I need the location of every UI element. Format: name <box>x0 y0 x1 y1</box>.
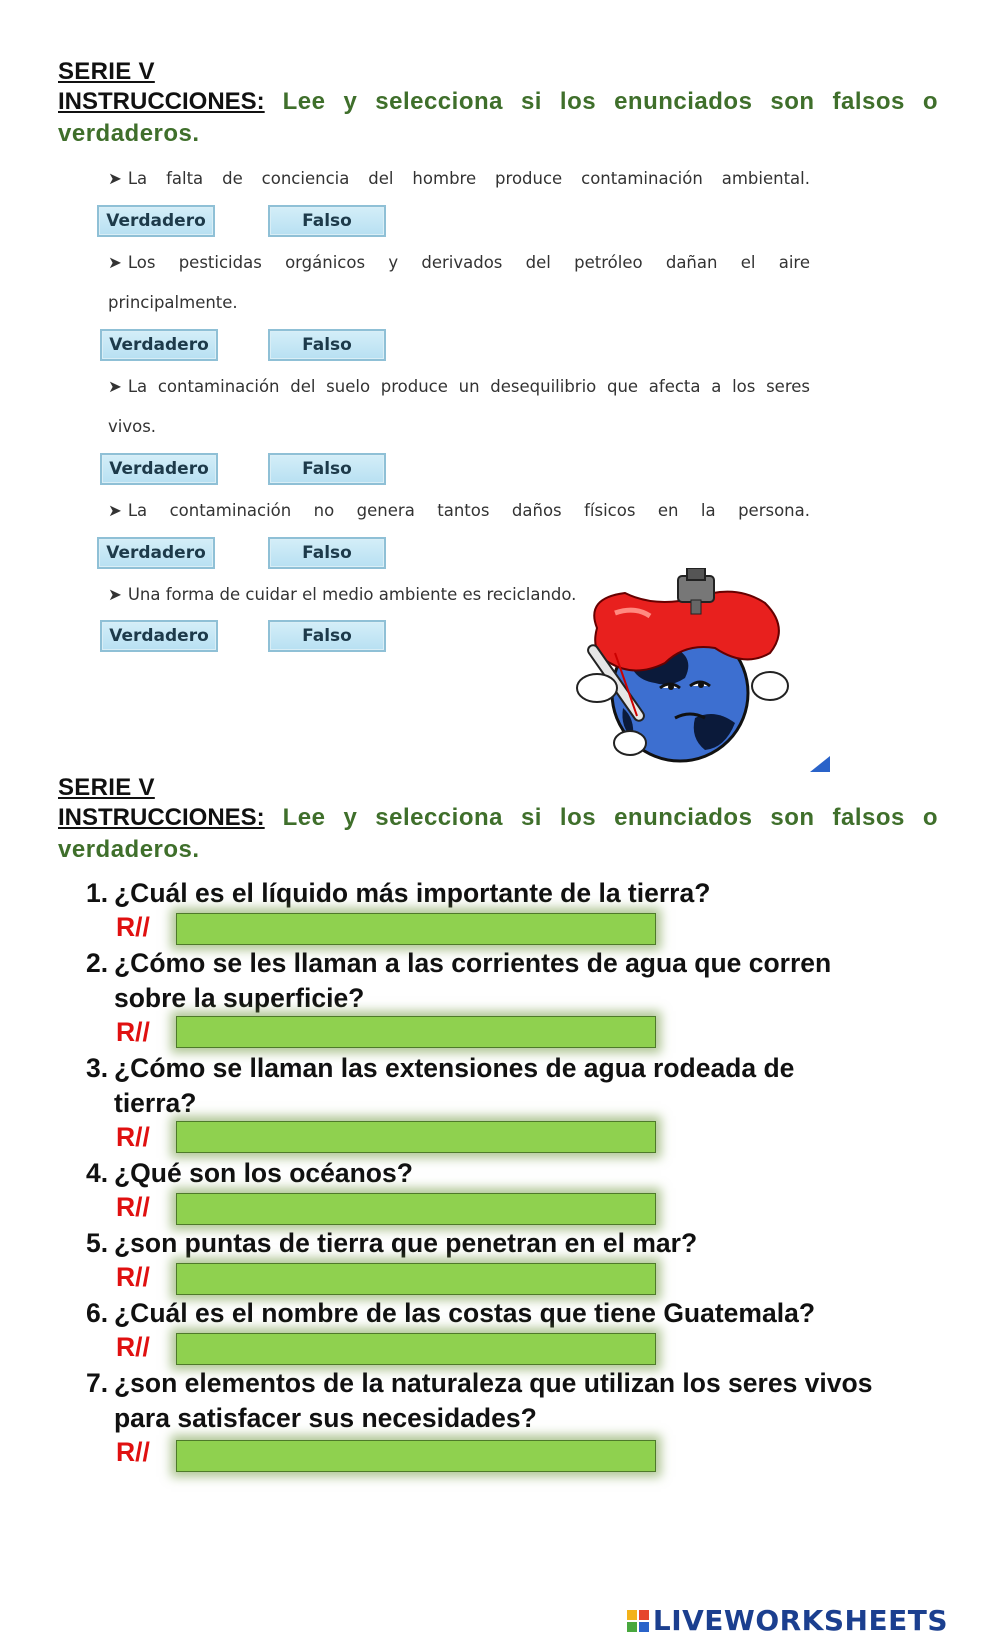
answer-input-5[interactable] <box>176 1263 656 1295</box>
answer-input-4[interactable] <box>176 1193 656 1225</box>
false-button-2[interactable]: Falso <box>268 329 386 361</box>
statement-4: ➤ La contaminación no genera tantos daños físicos en la persona. <box>108 501 810 520</box>
false-button-5[interactable]: Falso <box>268 620 386 652</box>
answer-input-6[interactable] <box>176 1333 656 1365</box>
statement-5: ➤ Una forma de cuidar el medio ambiente es reciclando. <box>108 585 577 604</box>
statement-2: ➤ Los pesticidas orgánicos y derivados del petróleo dañan el aire <box>108 253 810 272</box>
true-button-2[interactable]: Verdadero <box>100 329 218 361</box>
question-6: 6. ¿Cuál es el nombre de las costas que tiene Guatemala? <box>86 1298 816 1328</box>
question-5: 5. ¿son puntas de tierra que penetran en el mar? <box>86 1228 698 1258</box>
answer-prefix-1: R// <box>116 912 150 942</box>
section1-instructions <box>58 86 938 150</box>
question-1: 1. ¿Cuál es el líquido más importante de la tierra? <box>86 878 711 908</box>
answer-prefix-2: R// <box>116 1017 150 1047</box>
sick-earth-illustration <box>575 568 795 768</box>
answer-prefix-7: R// <box>116 1437 150 1467</box>
instructions-text: Lee y selecciona si los enunciados son falsos o verdaderos. <box>58 804 938 863</box>
answer-prefix-6: R// <box>116 1332 150 1362</box>
question-3: 3. ¿Cómo se llaman las extensiones de agua rodeada de tierra? <box>86 1053 795 1118</box>
instructions-label: INSTRUCCIONES: <box>58 88 265 115</box>
arrow-bullet-icon: ➤ <box>108 585 122 604</box>
true-button-3[interactable]: Verdadero <box>100 453 218 485</box>
question-2: 2. ¿Cómo se les llaman a las corrientes de agua que corren sobre la superficie? <box>86 948 832 1013</box>
answer-prefix-5: R// <box>116 1262 150 1292</box>
answer-input-3[interactable] <box>176 1121 656 1153</box>
answer-input-1[interactable] <box>176 913 656 945</box>
logo-text: LIVEWORKSHEETS <box>652 1604 948 1637</box>
true-button-4[interactable]: Verdadero <box>97 537 215 569</box>
section2-instructions <box>58 802 938 866</box>
corner-triangle-icon <box>810 756 830 772</box>
logo-grid-icon <box>627 1610 649 1632</box>
statement-2-cont: principalmente. <box>108 293 238 312</box>
true-button-5[interactable]: Verdadero <box>100 620 218 652</box>
statement-1: ➤ La falta de conciencia del hombre produce contaminación ambiental. <box>108 169 810 188</box>
arrow-bullet-icon: ➤ <box>108 253 122 272</box>
statement-3-cont: vivos. <box>108 417 157 436</box>
true-button-1[interactable]: Verdadero <box>97 205 215 237</box>
section2-title: SERIE V <box>58 774 155 801</box>
liveworksheets-logo <box>627 1604 948 1637</box>
arrow-bullet-icon: ➤ <box>108 169 122 188</box>
question-7: 7. ¿son elementos de la naturaleza que utilizan los seres vivos para satisfacer sus necesidades? <box>86 1368 873 1433</box>
false-button-4[interactable]: Falso <box>268 537 386 569</box>
question-4: 4. ¿Qué son los océanos? <box>86 1158 413 1188</box>
instructions-text: Lee y selecciona si los enunciados son falsos o verdaderos. <box>58 88 938 147</box>
arrow-bullet-icon: ➤ <box>108 377 122 396</box>
answer-prefix-3: R// <box>116 1122 150 1152</box>
answer-input-2[interactable] <box>176 1016 656 1048</box>
false-button-3[interactable]: Falso <box>268 453 386 485</box>
arrow-bullet-icon: ➤ <box>108 501 122 520</box>
section1-title: SERIE V <box>58 58 155 85</box>
false-button-1[interactable]: Falso <box>268 205 386 237</box>
answer-prefix-4: R// <box>116 1192 150 1222</box>
statement-3: ➤ La contaminación del suelo produce un desequilibrio que afecta a los seres <box>108 377 810 396</box>
answer-input-7[interactable] <box>176 1440 656 1472</box>
instructions-label: INSTRUCCIONES: <box>58 804 265 831</box>
